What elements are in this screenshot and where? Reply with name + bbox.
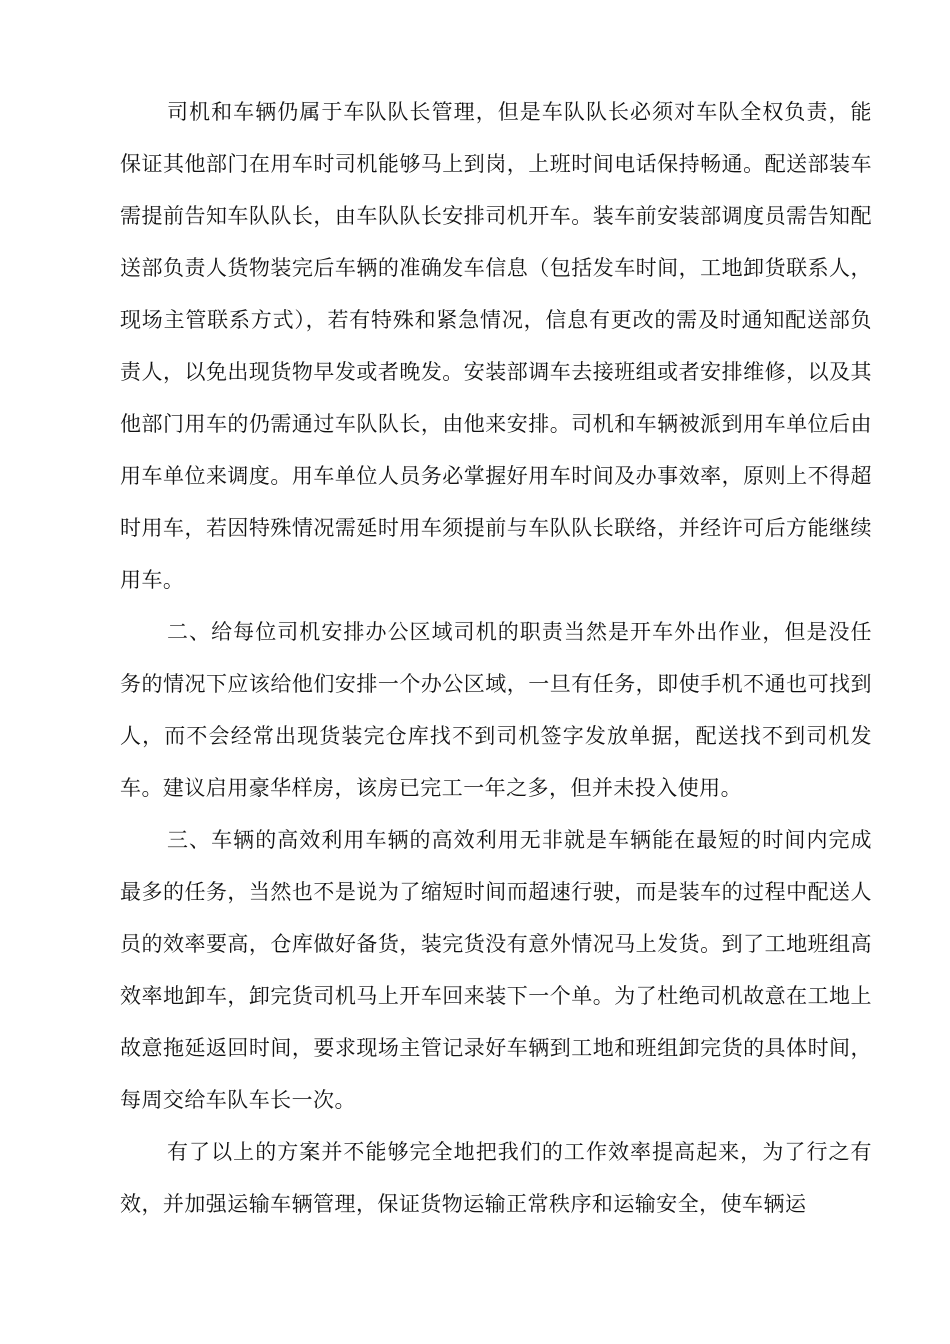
document-page bbox=[120, 86, 872, 1230]
paragraph-conclusion: 有了以上的方案并不能够完全地把我们的工作效率提高起来，为了行之有效，并加强运输车辆管理，保证货物运输正常秩序和运输安全，使车辆运 bbox=[120, 1140, 872, 1216]
paragraph-driver-vehicle-management: 司机和车辆仍属于车队队长管理，但是车队队长必须对车队全权负责，能保证其他部门在用车时司机能够马上到岗，上班时间电话保持畅通。配送部装车需提前告知车队队长，由车队队长安排司机开车。装车前安装部调度员需告知配送部负责人货物装完后车辆的准确发车信息（包括发车时间，工地卸货联系人，现场主管联系方式），若有特殊和紧急情况，信息有更改的需及时通知配送部负责人，以免出现货物早发或者晚发。安装部调车去接班组或者安排维修，以及其他部门用车的仍需通过车队队长，由他来安排。司机和车辆被派到用车单位后由用车单位来调度。用车单位人员务必掌握好用车时间及办事效率，原则上不得超时用车，若因特殊情况需延时用车须提前与车队队长联络，并经许可后方能继续用车。 bbox=[120, 100, 872, 592]
paragraph-driver-office-area: 二、给每位司机安排办公区域司机的职责当然是开车外出作业，但是没任务的情况下应该给他们安排一个办公区域，一旦有任务，即使手机不通也可找到人，而不会经常出现货装完仓库找不到司机签字发放单据，配送找不到司机发车。建议启用豪华样房，该房已完工一年之多，但并未投入使用。 bbox=[120, 620, 872, 800]
paragraph-vehicle-efficiency: 三、车辆的高效利用车辆的高效利用无非就是车辆能在最短的时间内完成最多的任务，当然也不是说为了缩短时间而超速行驶，而是装车的过程中配送人员的效率要高，仓库做好备货，装完货没有意外情况马上发货。到了工地班组高效率地卸车，卸完货司机马上开车回来装下一个单。为了杜绝司机故意在工地上故意拖延返回时间，要求现场主管记录好车辆到工地和班组卸完货的具体时间，每周交给车队车长一次。 bbox=[120, 828, 872, 1112]
